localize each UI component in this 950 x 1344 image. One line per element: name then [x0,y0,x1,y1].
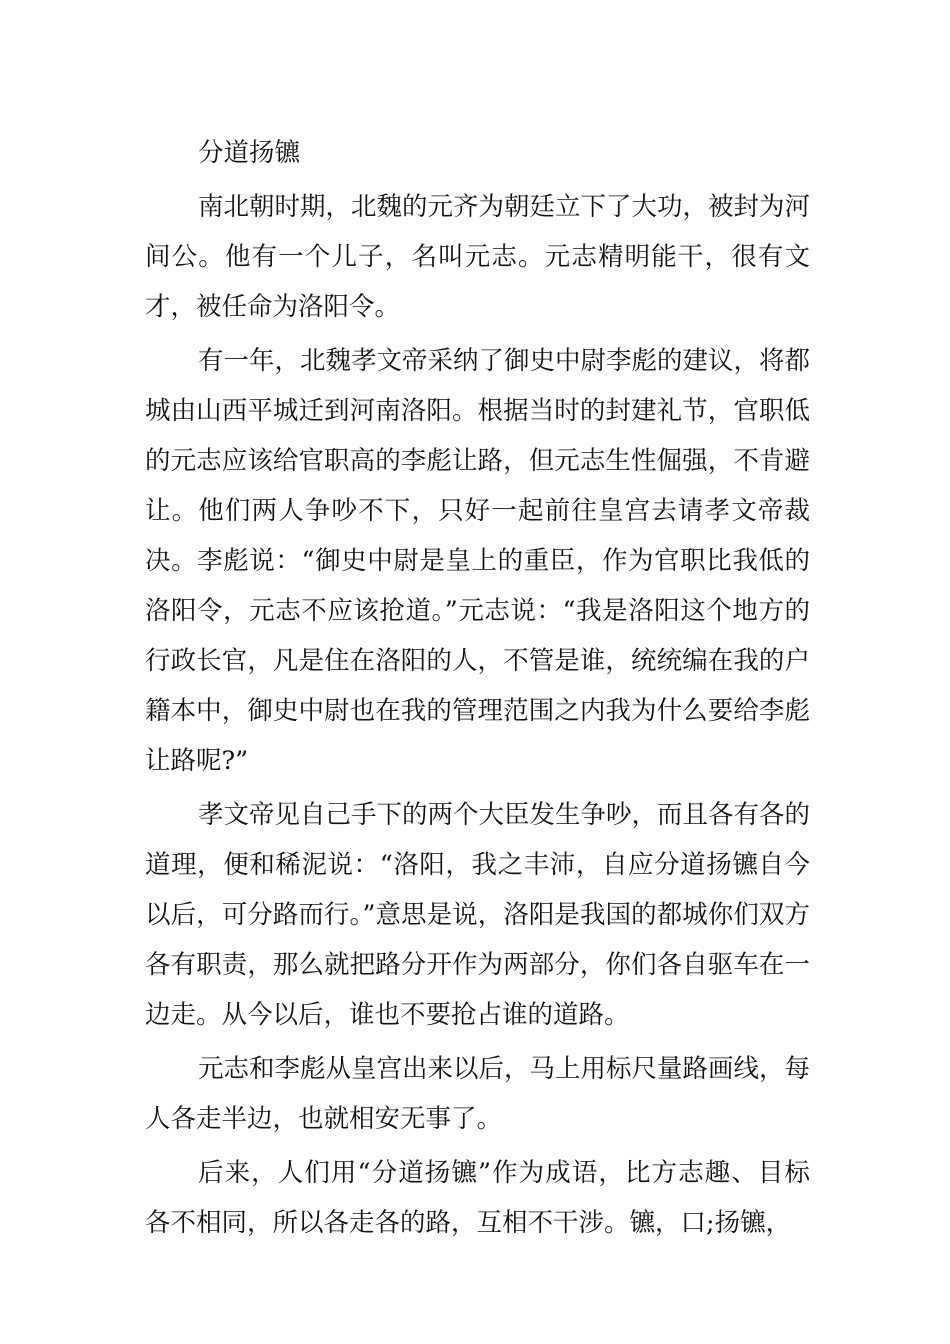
paragraph-1: 南北朝时期，北魏的元齐为朝廷立下了大功，被封为河间公。他有一个儿子，名叫元志。元志精明能干，很有文才，被任命为洛阳令。 [145,192,811,322]
paragraph-2: 有一年，北魏孝文帝采纳了御史中尉李彪的建议，将都城由山西平城迁到河南洛阳。根据当时的封建礼节，官职低的元志应该给官职高的李彪让路，但元志生性倔强，不肯避让。他们两人争吵不下，只好一起前往皇宫去请孝文帝裁决。李彪说：“御史中尉是皇上的重臣，作为官职比我低的洛阳令，元志不应该抢道。”元志说：“我是洛阳这个地方的行政长官，凡是住在洛阳的人，不管是谁，统统编在我的户籍本中，御史中尉也在我的管理范围之内我为什么要给李彪让路呢?” [145,346,811,776]
document-title: 分道扬镳 [198,138,301,168]
paragraph-3: 孝文帝见自己手下的两个大臣发生争吵，而且各有各的道理，便和稀泥说：“洛阳，我之丰沛，自应分道扬镳自今以后，可分路而行。”意思是说，洛阳是我国的都城你们双方各有职责，那么就把路分开作为两部分，你们各自驱车在一边走。从今以后，谁也不要抢占谁的道路。 [145,800,811,1030]
paragraph-4: 元志和李彪从皇宫出来以后，马上用标尺量路画线，每人各走半边，也就相安无事了。 [145,1054,811,1134]
paragraph-5: 后来，人们用“分道扬镳”作为成语，比方志趣、目标各不相同，所以各走各的路，互相不干涉。镳，口;扬镳， [145,1158,810,1238]
document-body [145,128,810,1248]
